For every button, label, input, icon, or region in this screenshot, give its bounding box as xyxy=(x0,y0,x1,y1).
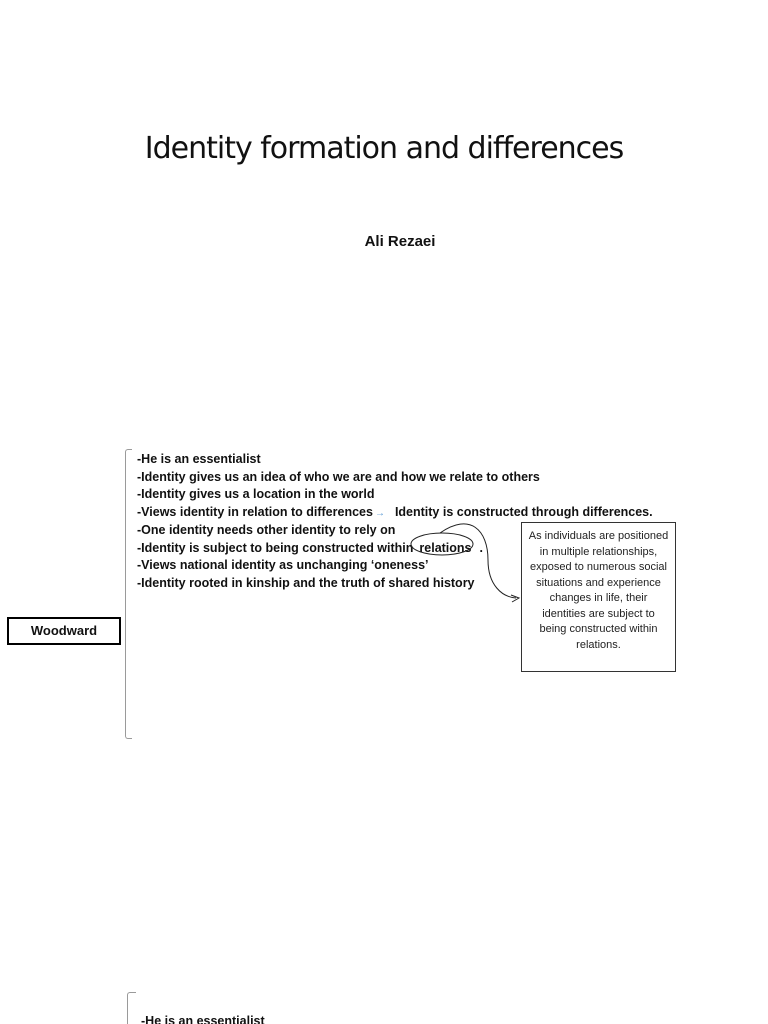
relations-word-circled: relations xyxy=(419,540,472,555)
woodward-bracket xyxy=(125,449,132,739)
point-relations-period: . xyxy=(479,540,483,555)
point-kinship-shared-history: -Identity rooted in kinship and the truth of shared history xyxy=(137,575,475,590)
next-section-bracket xyxy=(127,992,136,1024)
point-other-identity: -One identity needs other identity to rely on xyxy=(137,523,396,537)
point-essentialist: -He is an essentialist xyxy=(137,452,261,466)
point-identity-differences xyxy=(137,504,653,523)
point-idea-of-who-we-are: -Identity gives us an idea of who we are and how we relate to others xyxy=(137,469,540,484)
point-location-in-world: -Identity gives us a location in the world xyxy=(137,487,375,501)
document-title: Identity formation and differences xyxy=(144,131,624,166)
arrow-icon: → xyxy=(374,507,385,519)
relations-note-box: As individuals are positioned in multiple relationships, exposed to numerous social situations and experience changes in life, their identities are subject to being constructed within relations. xyxy=(521,522,676,672)
next-section-first-line: -He is an essentialist xyxy=(141,1014,265,1024)
connector-arrowhead-icon xyxy=(511,595,519,602)
point-differences-text: -Views identity in relation to differences xyxy=(137,504,373,519)
point-constructed-through-differences: Identity is constructed through differences. xyxy=(394,504,653,519)
point-relations-text: -Identity is subject to being constructed within xyxy=(137,540,414,555)
point-national-oneness: -Views national identity as unchanging ‘oneness’ xyxy=(137,558,429,572)
author-name: Ali Rezaei xyxy=(364,233,436,250)
woodward-label-box: Woodward xyxy=(7,617,121,645)
